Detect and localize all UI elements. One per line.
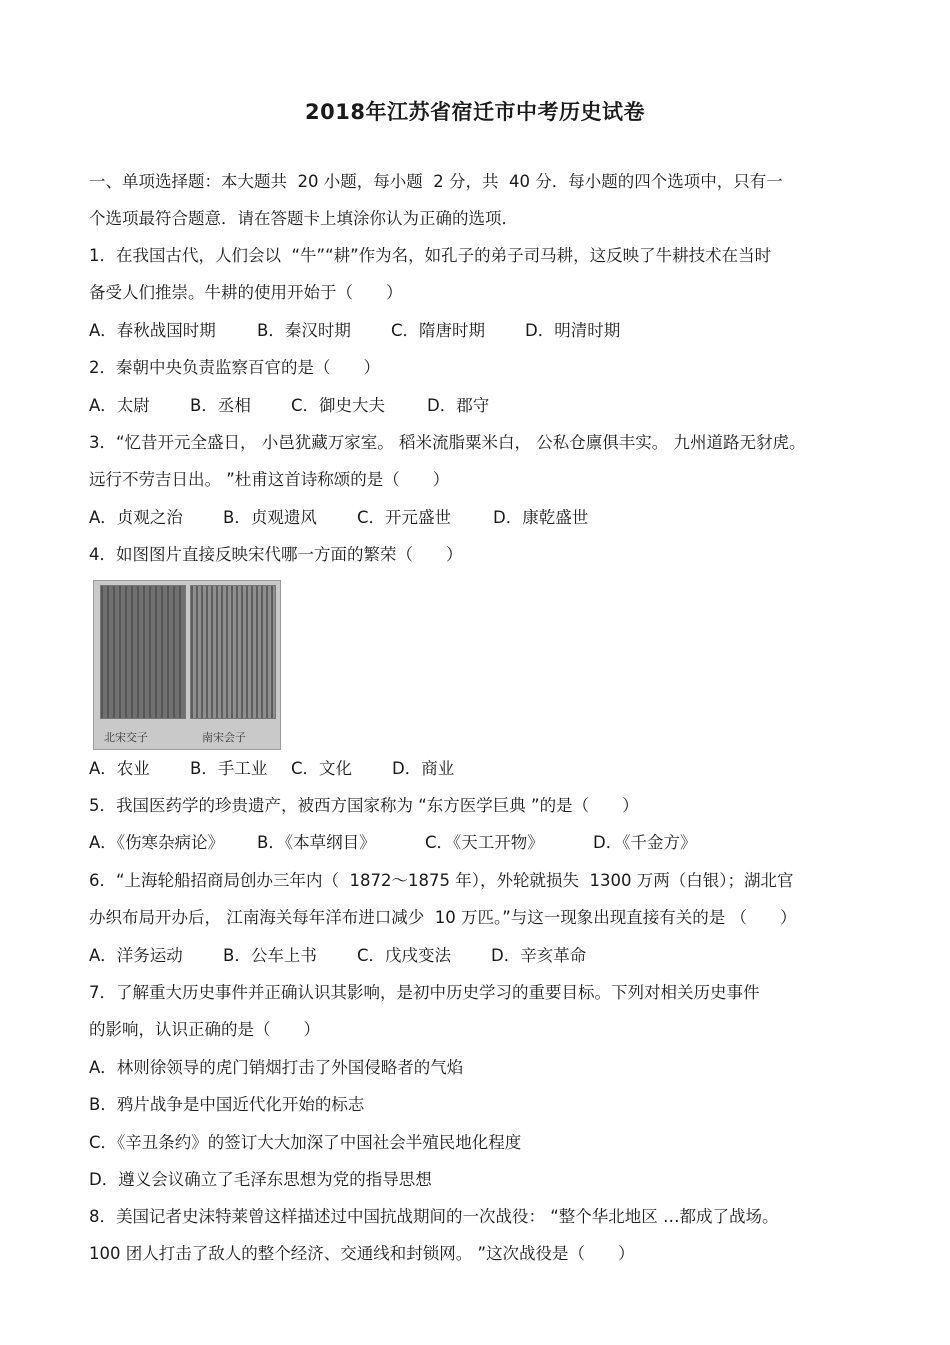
question-3-option-a: A．贞观之治 <box>89 508 183 527</box>
question-1-option-a: A．春秋战国时期 <box>89 321 216 340</box>
song-paper-money-image <box>93 580 281 750</box>
question-7-option-b: B．鸦片战争是中国近代化开始的标志 <box>89 1095 365 1114</box>
question-6-options <box>89 945 586 967</box>
section-instruction-line-2: 个选项最符合题意．请在答题卡上填涂你认为正确的选项． <box>89 209 518 228</box>
question-6-option-a: A．洋务运动 <box>89 946 183 965</box>
question-2-option-a: A．太尉 <box>89 396 150 415</box>
question-5-option-b: B．《本草纲目》 <box>257 833 376 852</box>
question-4-option-d: D．商业 <box>392 759 455 778</box>
section-instruction-line-1: 一、单项选择题：本大题共 20 小题，每小题 2 分，共 40 分．每小题的四个选项中，只有一 <box>89 172 783 191</box>
question-1-option-c: C．隋唐时期 <box>391 321 486 340</box>
question-7-option-c: C．《辛丑条约》的签订大大加深了中国社会半殖民地化程度 <box>89 1133 522 1152</box>
question-3-options <box>89 507 588 529</box>
question-5-options <box>89 832 696 854</box>
question-2-option-c: C．御史大夫 <box>291 396 386 415</box>
question-3-option-b: B．贞观遗风 <box>223 508 317 527</box>
question-6-option-b: B．公车上书 <box>223 946 317 965</box>
question-1-option-d: D．明清时期 <box>525 321 621 340</box>
question-2-stem: 2．秦朝中央负责监察百官的是（ ） <box>89 358 380 377</box>
question-4-option-c: C．文化 <box>291 759 353 778</box>
figure-caption-huizi: 南宋会子 <box>202 731 246 744</box>
question-4-stem: 4．如图图片直接反映宋代哪一方面的繁荣（ ） <box>89 545 463 564</box>
question-3-option-c: C．开元盛世 <box>357 508 452 527</box>
question-5-stem: 5．我国医药学的珍贵遗产，被西方国家称为 “东方医学巨典 ”的是（ ） <box>89 796 639 815</box>
question-2-option-d: D．郡守 <box>427 396 490 415</box>
question-7-stem-line-2: 的影响，认识正确的是（ ） <box>89 1020 320 1039</box>
question-1-option-b: B．秦汉时期 <box>257 321 351 340</box>
question-8-stem-line-2: 100 团人打击了敌人的整个经济、交通线和封锁网。 ”这次战役是（ ） <box>89 1244 635 1263</box>
question-3-stem-line-2: 远行不劳吉日出。 ”杜甫这首诗称颂的是（ ） <box>89 470 450 489</box>
question-1-options <box>89 320 620 342</box>
question-2-option-b: B．丞相 <box>190 396 251 415</box>
question-3-stem-line-1: 3．“忆昔开元全盛日， 小邑犹藏万家室。 稻米流脂粟米白， 公私仓廪俱丰实。 九州道路无豺虎。 <box>89 433 806 452</box>
huizi-banknote-image <box>190 585 276 719</box>
question-6-stem-line-2: 办织布局开办后， 江南海关每年洋布进口减少 10 万匹。”与这一现象出现直接有关的是 （ ） <box>89 908 797 927</box>
question-7-stem-line-1: 7．了解重大历史事件并正确认识其影响，是初中历史学习的重要目标。下列对相关历史事件 <box>89 983 760 1002</box>
question-6-option-c: C．戊戌变法 <box>357 946 452 965</box>
question-5-option-a: A．《伤寒杂病论》 <box>89 833 225 852</box>
question-4-option-b: B．手工业 <box>190 759 268 778</box>
question-4-options <box>89 758 454 780</box>
question-6-stem-line-1: 6．“上海轮船招商局创办三年内（ 1872～1875 年），外轮就损失 1300 万两（白银）；湖北官 <box>89 871 794 890</box>
question-4-option-a: A．农业 <box>89 759 150 778</box>
jiaozi-banknote-image <box>100 585 186 719</box>
question-5-option-d: D．《千金方》 <box>593 833 697 852</box>
question-5-option-c: C．《天工开物》 <box>425 833 544 852</box>
exam-title: 2018年江苏省宿迁市中考历史试卷 <box>305 100 645 124</box>
question-1-stem-line-1: 1．在我国古代，人们会以 “牛”“耕”作为名，如孔子的弟子司马耕，这反映了牛耕技术在当时 <box>89 246 772 265</box>
question-2-options <box>89 395 489 417</box>
question-6-option-d: D．辛亥革命 <box>491 946 587 965</box>
question-3-option-d: D．康乾盛世 <box>493 508 589 527</box>
question-1-stem-line-2: 备受人们推崇。牛耕的使用开始于（ ） <box>89 283 403 302</box>
figure-caption-jiaozi: 北宋交子 <box>104 731 148 744</box>
question-8-stem-line-1: 8．美国记者史沫特莱曾这样描述过中国抗战期间的一次战役： “整个华北地区 …都成了战场。 <box>89 1207 779 1226</box>
question-7-option-d: D．遵义会议确立了毛泽东思想为党的指导思想 <box>89 1170 432 1189</box>
question-7-option-a: A．林则徐领导的虎门销烟打击了外国侵略者的气焰 <box>89 1058 464 1077</box>
